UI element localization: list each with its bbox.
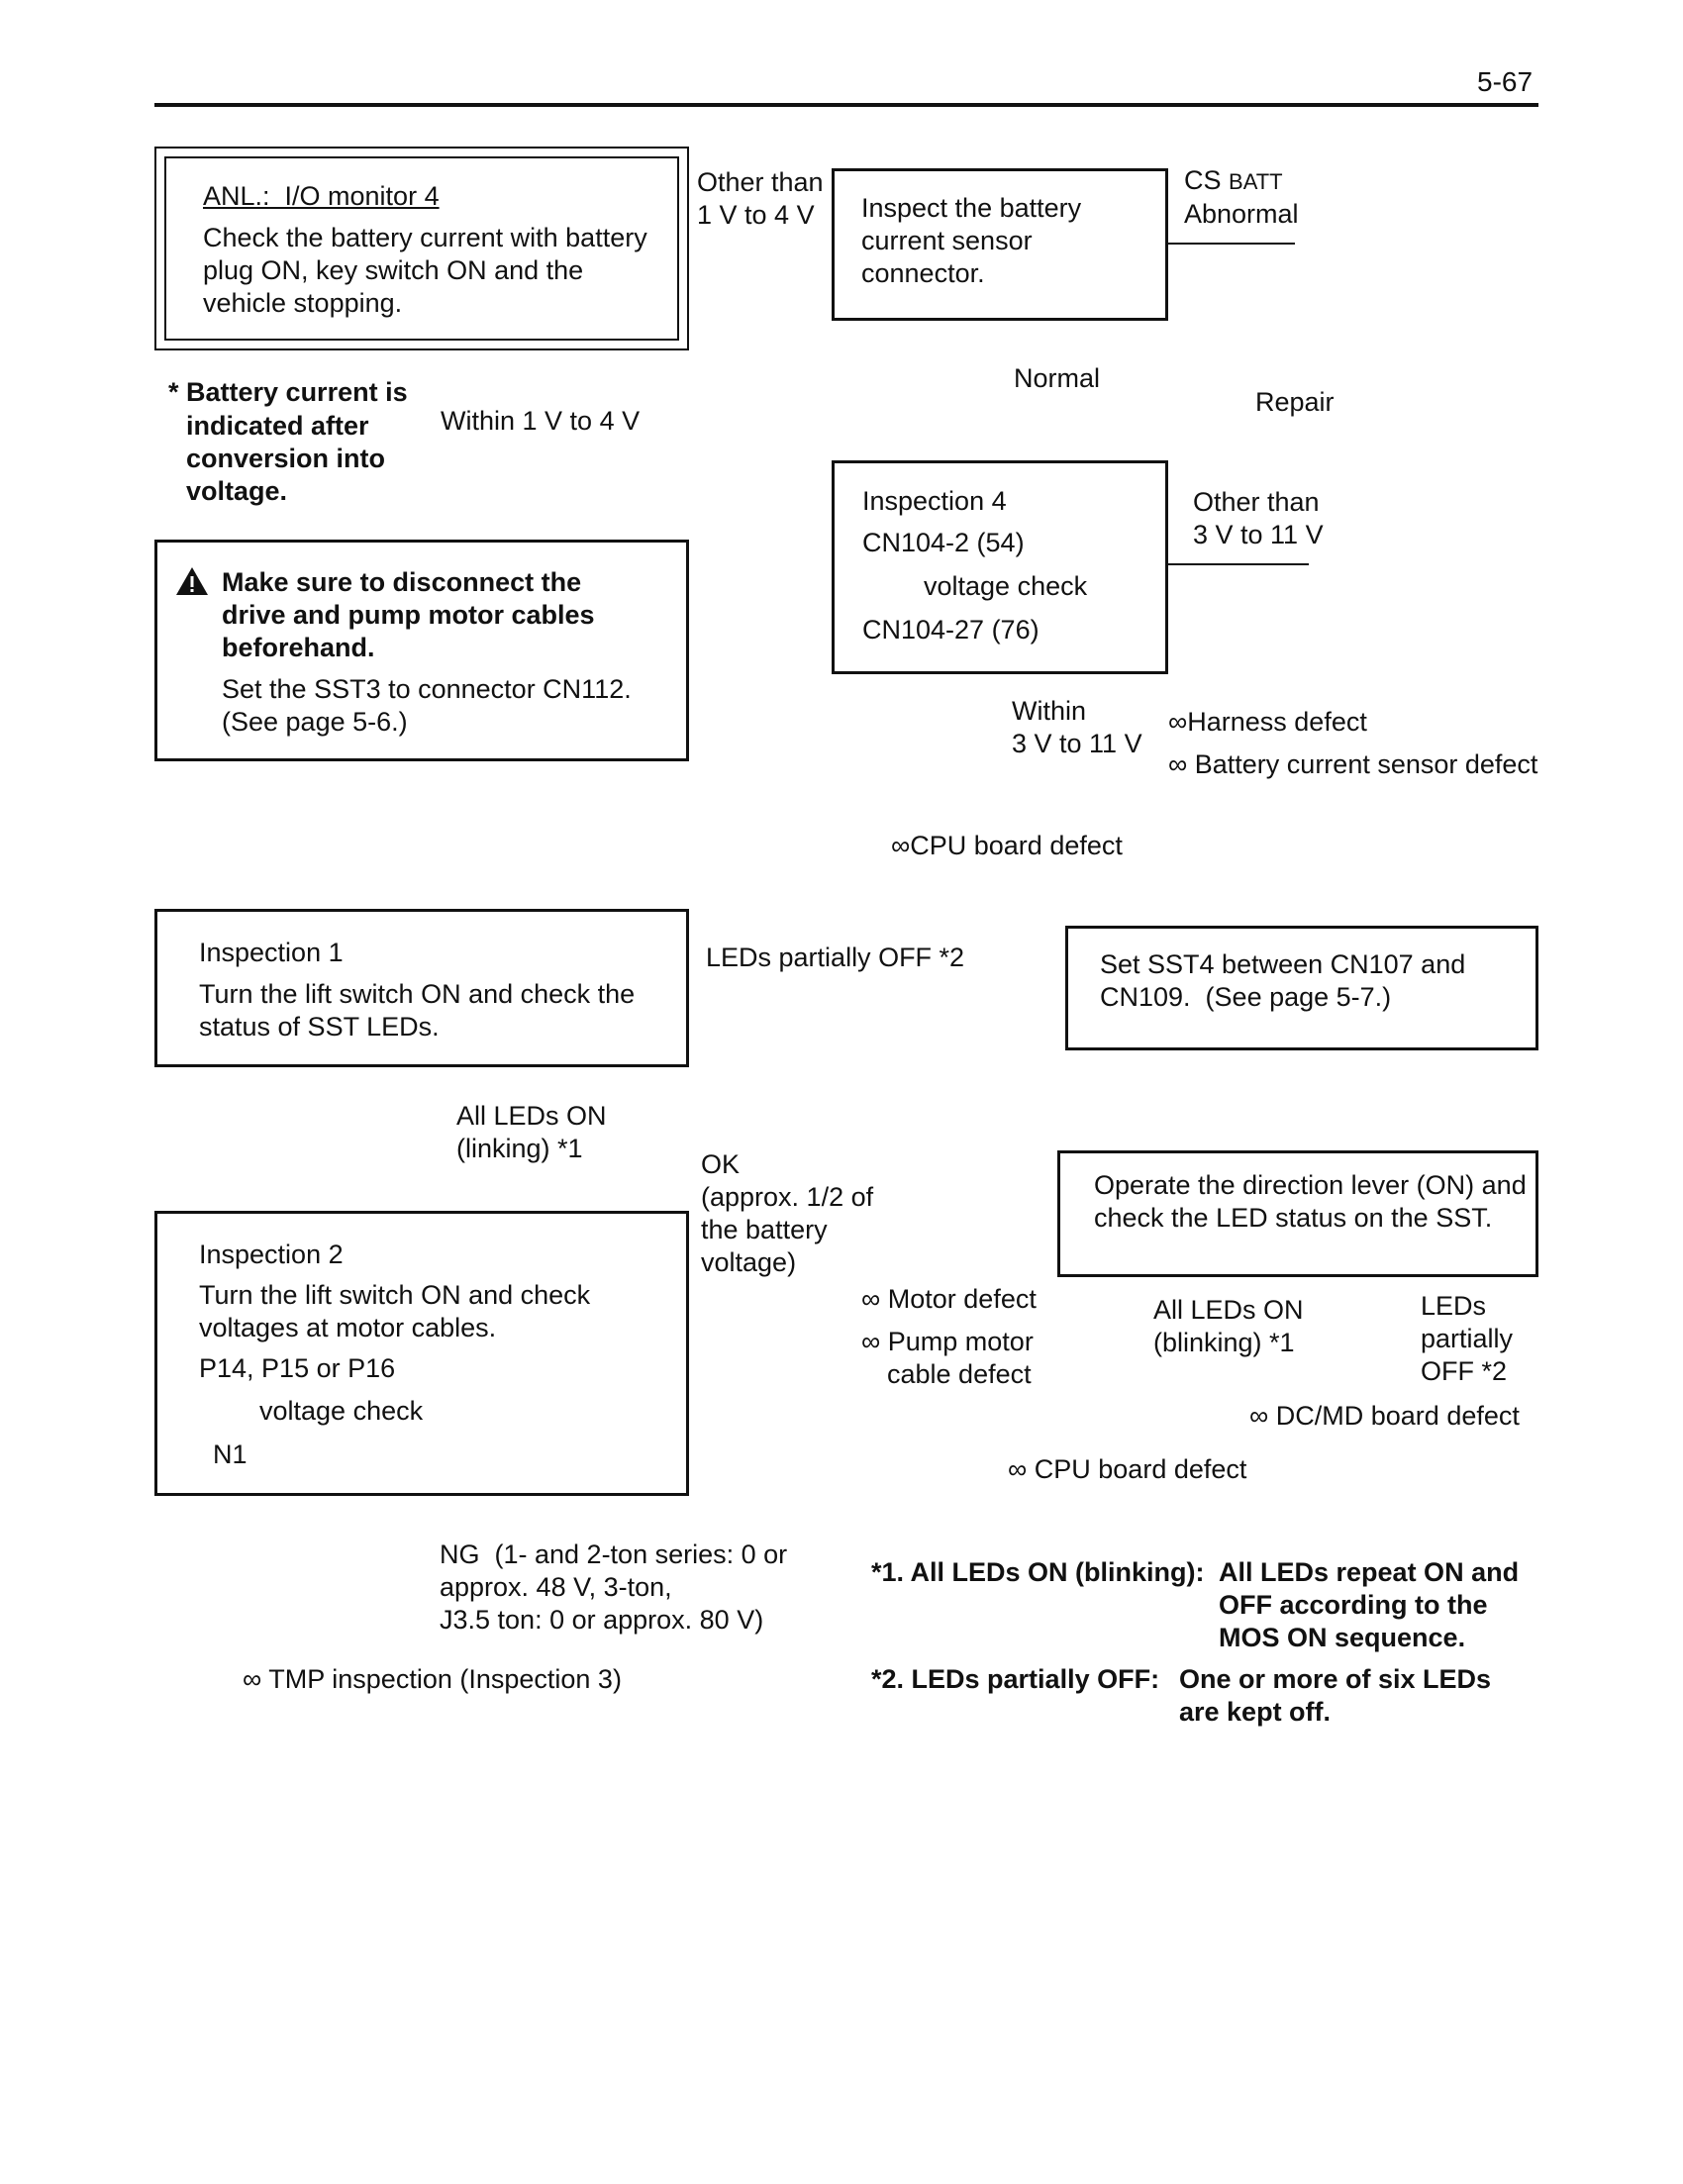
label-all-leds-linking-a: All LEDs ON [456,1101,607,1131]
label-leds-partially-off-c: OFF *2 [1421,1356,1508,1386]
inspection1-line-1: Turn the lift switch ON and check the [199,979,636,1009]
anl-line-3: vehicle stopping. [203,288,403,318]
cpu-defect-1-item [891,830,1123,862]
label-other-than-1-4-a: Other than [697,167,824,197]
bullet-icon: ∞ [861,1284,881,1314]
inspect-connector-3: connector. [861,258,985,288]
note-battery-3: conversion into [186,444,386,473]
bullet-icon: ∞ [1168,749,1188,779]
label-normal: Normal [1014,363,1101,393]
bullet-icon: ∞ [1249,1401,1269,1431]
label-ng-1: NG (1- and 2-ton series: 0 or [440,1539,788,1569]
label-leds-partially-off-a: LEDs [1421,1291,1487,1321]
cpu-board-defect-1: CPU board defect [910,831,1123,860]
label-ok-1: OK [701,1149,741,1179]
motor-defect: Motor defect [887,1284,1037,1314]
note-battery-1: * Battery current is [168,377,408,407]
footnote2-text-1: One or more of six LEDs [1179,1664,1492,1694]
tmp-inspection: TMP inspection (Inspection 3) [268,1664,622,1694]
header-rule [154,103,1538,107]
label-other-than-3-11-a: Other than [1193,487,1320,517]
warning-icon [174,565,210,597]
tmp-inspection-item [243,1663,622,1696]
label-ok-3: the battery [701,1215,828,1244]
label-ok-2: (approx. 1/2 of [701,1182,874,1212]
direction-line-2: check the LED status on the SST. [1094,1203,1493,1233]
footnote1-text-2: OFF according to the [1219,1590,1488,1620]
bullet-icon: ∞ [1168,707,1188,737]
warning-bold-2: drive and pump motor cables [222,600,595,630]
cs-label: CS [1184,165,1222,195]
sst4-line-2: CN109. (See page 5-7.) [1100,982,1392,1012]
battery-sensor-defect-item [1168,748,1537,781]
batt-label: BATT [1229,169,1283,194]
footnote1-label: *1. All LEDs ON (blinking): [871,1557,1205,1587]
footnote2-text-2: are kept off. [1179,1697,1332,1727]
bullet-icon: ∞ [861,1327,881,1356]
warning-bold-3: beforehand. [222,633,375,662]
bullet-icon: ∞ [891,831,911,860]
warning-line-1: Set the SST3 to connector CN112. [222,674,632,704]
pump-defect-1: Pump motor [887,1327,1034,1356]
inspection2-line-1: Turn the lift switch ON and check [199,1280,591,1310]
label-other-than-3-11-b: 3 V to 11 V [1193,520,1324,549]
label-all-leds-blinking-b: (blinking) *1 [1153,1328,1295,1357]
label-within-3-11-b: 3 V to 11 V [1012,729,1142,758]
anl-line-2: plug ON, key switch ON and the [203,255,584,285]
inspection4-line2: voltage check [924,571,1088,601]
inspection2-line-n: N1 [213,1439,248,1469]
anl-line-1: Check the battery current with battery [203,223,647,252]
other-than-3-11-line [1168,563,1309,565]
bullet-icon: ∞ [1008,1454,1028,1484]
label-ng-3: J3.5 ton: 0 or approx. 80 V) [440,1605,764,1635]
note-battery-4: voltage. [186,476,288,506]
label-leds-partially-off-b: partially [1421,1324,1514,1353]
inspect-connector-2: current sensor [861,226,1033,255]
dcmd-board-defect: DC/MD board defect [1275,1401,1520,1431]
footnote1-text-3: MOS ON sequence. [1219,1623,1466,1652]
note-battery-2: indicated after [186,411,369,441]
direction-line-1: Operate the direction lever (ON) and [1094,1170,1527,1200]
label-leds-partially-off-2: LEDs partially OFF *2 [706,943,965,972]
motor-defect-item [861,1283,1037,1316]
label-all-leds-blinking-a: All LEDs ON [1153,1295,1304,1325]
inspection1-line-2: status of SST LEDs. [199,1012,440,1042]
warning-line-2: (See page 5-6.) [222,707,408,737]
dcmd-defect-item [1249,1400,1520,1433]
harness-defect: Harness defect [1187,707,1367,737]
pump-defect-item [861,1326,1034,1358]
pump-defect-2: cable defect [887,1359,1032,1389]
cpu-defect-2-item [1008,1453,1246,1486]
inspection4-line1: CN104-2 (54) [862,528,1025,557]
battery-sensor-defect: Battery current sensor defect [1194,749,1538,779]
harness-defect-item [1168,706,1367,739]
inspection1-title: Inspection 1 [199,938,344,967]
inspection2-line-2: voltages at motor cables. [199,1313,497,1342]
label-other-than-1-4-b: 1 V to 4 V [697,200,815,230]
sst4-line-1: Set SST4 between CN107 and [1100,949,1466,979]
inspect-connector-1: Inspect the battery [861,193,1082,223]
inspection2-line-p: P14, P15 or P16 [199,1353,396,1383]
label-within-3-11-a: Within [1012,696,1087,726]
bullet-icon: ∞ [243,1664,262,1694]
inspection4-title: Inspection 4 [862,486,1007,516]
page-number: 5-67 [1477,66,1534,97]
abnormal-label: Abnormal [1184,199,1299,229]
footnote2-label: *2. LEDs partially OFF: [871,1664,1160,1694]
label-ok-4: voltage) [701,1247,797,1277]
inspection2-line-vc: voltage check [259,1396,424,1426]
cpu-board-defect-2: CPU board defect [1034,1454,1247,1484]
label-ng-2: approx. 48 V, 3-ton, [440,1572,672,1602]
cs-batt-label [1184,164,1283,198]
anl-title: ANL.: I/O monitor 4 [203,181,440,211]
warning-bold-1: Make sure to disconnect the [222,567,582,597]
abnormal-line [1168,243,1295,245]
label-within-1-4: Within 1 V to 4 V [441,406,641,436]
label-all-leds-linking-b: (linking) *1 [456,1134,583,1163]
footnote1-text-1: All LEDs repeat ON and [1219,1557,1520,1587]
inspection2-title: Inspection 2 [199,1240,344,1269]
inspection4-line3: CN104-27 (76) [862,615,1040,645]
label-repair: Repair [1255,387,1335,417]
